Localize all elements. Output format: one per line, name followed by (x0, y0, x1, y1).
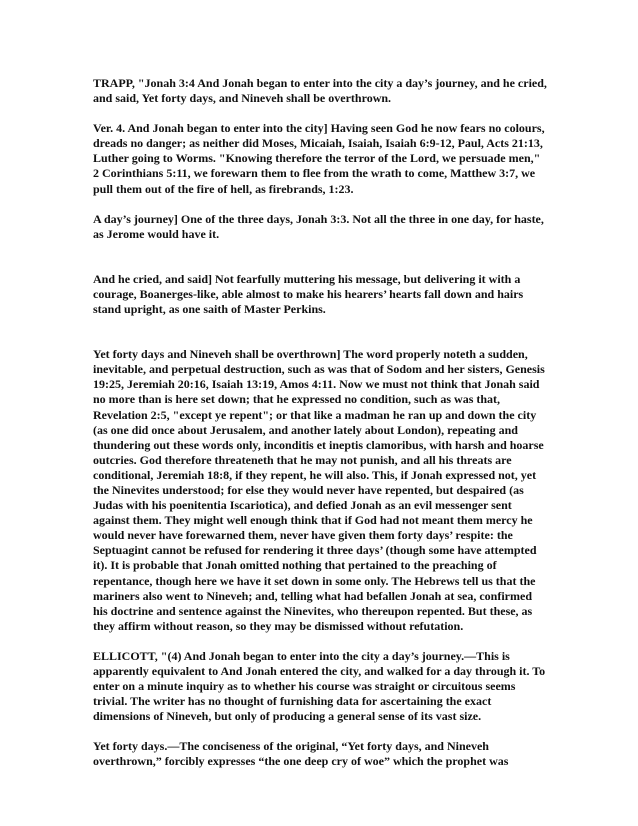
paragraph-verse-4: Ver. 4. And Jonah began to enter into the city] Having seen God he now fears no colours, dreads no danger; as neither did Moses, Micaiah, Isaiah, Isaiah 6:9-12, Paul, Acts 21:13, Luther going to Worms. "Knowing therefore the terror of the Lord, we persuade men," 2 Corinthians 5:11, we forewarn them to flee from the wrath to come, Matthew 3:7, we pull them out of the fire of hell, as firebrands, 1:23. (93, 121, 545, 196)
paragraph-forty-days-overthrown: Yet forty days and Nineveh shall be overthrown] The word properly noteth a sudden, inevitable, and perpetual destruction, such as was that of Sodom and her sisters, Genesis 19:25, Jeremiah 20:16, Isaiah 13:19, Amos 4:11. Now we must not think that Jonah said no more than is here set down; that he expressed no condition, such as was that, Revelation 2:5, "except ye repent"; or that like a madman he ran up and down the city (as one did once about Jerusalem, and another lately about London), repeating and thundering out these words only, inconditis et ineptis clamoribus, with harsh and hoarse outcries. God therefore threateneth that he may not punish, and all his threats are conditional, Jeremiah 18:8, if they repent, he will also. This, if Jonah expressed not, yet the Ninevites understood; for else they would never have repented, but despaired (as Judas with his poenitentia Iscariotica), and defied Jonah as an evil messenger sent against them. They might well enough think that if God had not meant them mercy he would never have forewarned them, never have given them forty days’ respite: the Septuagint cannot be refused for rendering it three days’ (though some have attempted it). It is probable that Jonah omitted nothing that pertained to the preaching of repentance, though here we have it set down in some only. The Hebrews tell us that the mariners also went to Nineveh; and, telling what had befallen Jonah at sea, confirmed his doctrine and sentence against the Ninevites, who thereupon repented. But these, as they affirm without reason, so they may be dismissed without refutation. (93, 347, 545, 633)
document-body (93, 76, 548, 785)
paragraph-ellicott: ELLICOTT, "(4) And Jonah began to enter into the city a day’s journey.—This is apparently equivalent to And Jonah entered the city, and walked for a day through it. To enter on a minute inquiry as to whether his course was straight or circuitous seems trivial. The writer has no thought of furnishing data for ascertaining the exact dimensions of Nineveh, but only of producing a general sense of its vast size. (93, 648, 546, 724)
paragraph-days-journey: A day’s journey] One of the three days, Jonah 3:3. Not all the three in one day, for haste, as Jerome would have it. (93, 211, 544, 241)
paragraph-yet-forty-days: Yet forty days.—The conciseness of the original, “Yet forty days, and Nineveh overthrown,” forcibly expresses “the one deep cry of woe” which the prophet was (93, 739, 509, 769)
paragraph-trapp-intro: TRAPP, "Jonah 3:4 And Jonah began to enter into the city a day’s journey, and he cried, and said, Yet forty days, and Nineveh shall be overthrown. (93, 76, 547, 106)
paragraph-he-cried: And he cried, and said] Not fearfully muttering his message, but delivering it with a courage, Boanerges-like, able almost to make his hearers’ hearts fall down and hairs stand upright, as one saith of Master Perkins. (93, 271, 524, 317)
